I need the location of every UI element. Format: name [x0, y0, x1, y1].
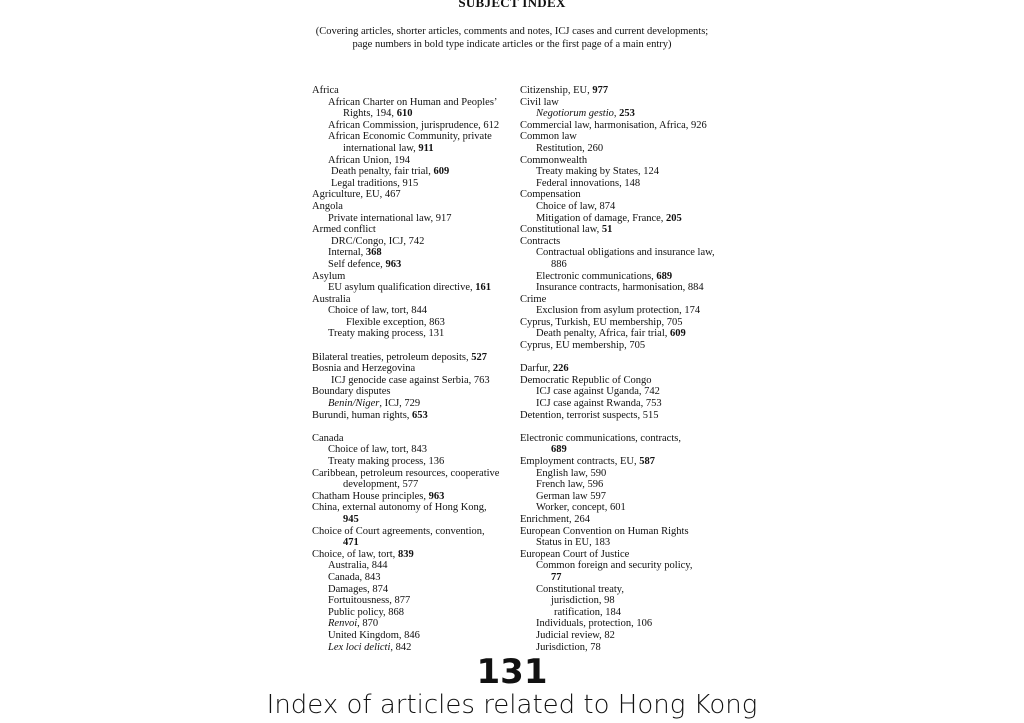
index-subentry — [520, 166, 730, 178]
index-subentry — [520, 572, 730, 584]
subtitle-line: (Covering articles, shorter articles, comments and notes, ICJ cases and current developments; — [315, 26, 709, 37]
page-reference-bold: 527 — [471, 351, 487, 363]
index-text: Electronic communications, — [536, 270, 657, 282]
index-text: Treaty making by States, 124 — [536, 166, 659, 178]
index-subentry — [312, 560, 517, 572]
index-text: Death penalty, Africa, fair trial, — [536, 328, 671, 340]
index-text: Contracts — [520, 235, 561, 247]
index-text: Angola — [312, 200, 343, 212]
index-heading — [520, 131, 730, 143]
index-subentry — [312, 398, 517, 410]
index-subentry — [312, 143, 517, 155]
index-text: Caribbean, petroleum resources, cooperative — [312, 467, 500, 479]
index-subentry — [312, 479, 517, 491]
page-reference-bold: 689 — [656, 270, 673, 282]
index-heading — [520, 375, 730, 387]
index-heading — [520, 189, 730, 201]
page-reference-bold: 161 — [475, 282, 491, 294]
index-column-right — [520, 85, 730, 653]
section-gap — [312, 421, 517, 433]
index-heading — [312, 189, 517, 201]
section-gap — [520, 352, 730, 364]
index-text: African Economic Community, private — [328, 131, 492, 143]
index-text: Status in EU, 183 — [536, 537, 611, 549]
page-subtitle — [0, 26, 1024, 51]
index-heading — [520, 97, 730, 109]
index-heading — [520, 526, 730, 538]
index-text: Australia — [312, 293, 351, 305]
index-subentry — [312, 317, 517, 329]
index-subentry — [312, 108, 517, 120]
index-text: English law, 590 — [536, 467, 607, 479]
index-text: Cyprus, EU membership, 705 — [520, 340, 646, 352]
index-text: Flexible exception, 863 — [346, 316, 445, 328]
index-text: Treaty making process, 131 — [328, 328, 445, 340]
index-heading — [520, 340, 730, 352]
index-heading — [312, 224, 517, 236]
index-heading — [520, 155, 730, 167]
index-text: Armed conflict — [312, 224, 376, 236]
page-reference-bold: 689 — [551, 444, 567, 456]
index-subentry — [520, 328, 730, 340]
index-text: development, 577 — [343, 479, 419, 491]
index-text: Agriculture, EU, 467 — [312, 189, 401, 201]
index-heading — [312, 526, 517, 538]
page-reference-bold: 977 — [592, 85, 609, 96]
page-reference-bold: 226 — [552, 363, 569, 375]
index-text: , ICJ, 729 — [379, 398, 421, 410]
index-text: Fortuitousness, 877 — [328, 595, 411, 607]
index-text: Legal traditions, 915 — [331, 177, 419, 189]
index-heading — [312, 549, 517, 561]
index-subentry — [520, 537, 730, 549]
index-text: Exclusion from asylum protection, 174 — [536, 305, 701, 317]
index-heading — [520, 433, 730, 445]
index-text: Canada — [312, 432, 344, 444]
index-subentry — [520, 282, 730, 294]
index-text: , — [613, 108, 620, 120]
index-text: Judicial review, 82 — [536, 629, 615, 641]
index-text: Commercial law, harmonisation, Africa, 926 — [520, 119, 707, 131]
index-text: Cyprus, Turkish, EU membership, 705 — [520, 316, 683, 328]
subtitle-line: page numbers in bold type indicate articles or the first page of a main entry) — [352, 38, 672, 50]
index-heading — [520, 85, 730, 97]
page-title: SUBJECT INDEX — [458, 0, 566, 10]
index-text: Jurisdiction, 78 — [536, 641, 601, 653]
page-reference-bold: 253 — [619, 108, 635, 120]
index-subentry — [520, 201, 730, 213]
index-subentry — [520, 271, 730, 283]
index-subentry — [520, 444, 730, 456]
index-text: , 870 — [357, 618, 379, 630]
index-term-italic: Lex loci delicti — [328, 641, 391, 653]
index-subentry — [520, 108, 730, 120]
index-heading — [312, 468, 517, 480]
index-text: African Commission, jurisprudence, 612 — [328, 119, 500, 131]
index-text: African Union, 194 — [328, 154, 410, 166]
index-heading — [520, 120, 730, 132]
index-subentry — [312, 259, 517, 271]
index-text: Choice of law, tort, 844 — [328, 305, 428, 317]
index-text: Democratic Republic of Congo — [520, 374, 652, 386]
index-heading — [312, 433, 517, 445]
index-heading — [520, 456, 730, 468]
index-text: Electronic communications, contracts, — [520, 432, 681, 444]
index-text: Civil law — [520, 96, 559, 108]
index-text: Choice, of law, tort, — [312, 548, 398, 560]
index-text: ICJ case against Rwanda, 753 — [536, 398, 662, 410]
index-text: Commonwealth — [520, 154, 588, 166]
index-heading — [520, 410, 730, 422]
index-subentry — [520, 595, 730, 607]
index-text: Chatham House principles, — [312, 490, 429, 502]
index-text: ICJ genocide case against Serbia, 763 — [331, 374, 490, 386]
index-text: Burundi, human rights, — [312, 409, 413, 421]
index-subentry — [312, 375, 517, 387]
index-text: Canada, 843 — [328, 571, 381, 583]
index-text: DRC/Congo, ICJ, 742 — [331, 235, 425, 247]
index-text: Australia, 844 — [328, 560, 388, 572]
index-text: Insurance contracts, harmonisation, 884 — [536, 282, 704, 294]
index-text: Crime — [520, 293, 547, 305]
index-text: Detention, terrorist suspects, 515 — [520, 409, 659, 421]
index-subentry — [520, 630, 730, 642]
index-text: jurisdiction, 98 — [551, 595, 615, 607]
index-text: Enrichment, 264 — [520, 513, 590, 525]
index-subentry — [520, 502, 730, 514]
index-text: Damages, 874 — [328, 583, 389, 595]
index-subentry — [312, 514, 517, 526]
index-column-left — [312, 85, 517, 653]
index-subentry — [520, 468, 730, 480]
index-heading — [312, 85, 517, 97]
index-heading — [520, 363, 730, 375]
page-reference-bold: 368 — [365, 247, 382, 259]
index-term-italic: Negotiorum gestio — [536, 108, 614, 120]
index-subentry — [520, 479, 730, 491]
index-heading — [312, 410, 517, 422]
index-heading — [520, 236, 730, 248]
index-subentry — [520, 584, 730, 596]
index-subentry — [312, 328, 517, 340]
index-text: European Court of Justice — [520, 548, 630, 560]
index-subentry — [312, 282, 517, 294]
index-subentry — [312, 630, 517, 642]
index-term-italic: Renvoi — [328, 618, 358, 630]
index-text: German law 597 — [536, 490, 606, 502]
index-text: Mitigation of damage, France, — [536, 212, 667, 224]
index-text: Internal, — [328, 247, 366, 259]
page-reference-bold: 587 — [639, 456, 656, 467]
index-text: ratification, 184 — [554, 606, 622, 618]
index-subentry — [520, 178, 730, 190]
index-subentry — [520, 213, 730, 225]
index-subentry — [312, 213, 517, 225]
index-subentry — [312, 305, 517, 317]
section-gap — [520, 421, 730, 433]
index-subentry — [520, 259, 730, 271]
index-text: United Kingdom, 846 — [328, 629, 420, 641]
page-reference-bold: 471 — [343, 537, 359, 549]
index-text: Federal innovations, 148 — [536, 177, 641, 189]
index-heading — [520, 514, 730, 526]
index-text: French law, 596 — [536, 479, 604, 491]
index-subentry — [312, 120, 517, 132]
index-subentry — [312, 595, 517, 607]
index-subentry — [312, 166, 517, 178]
index-text: Choice of Court agreements, convention, — [312, 525, 485, 537]
index-text: Contractual obligations and insurance law, — [536, 247, 715, 259]
index-subentry — [312, 247, 517, 259]
index-subentry — [520, 560, 730, 572]
page-reference-bold: 609 — [670, 328, 686, 340]
index-subentry — [520, 386, 730, 398]
page-reference-bold: 205 — [666, 212, 682, 224]
overlay-caption: Index of articles related to Hong Kong — [266, 690, 758, 720]
index-text: Self defence, — [328, 258, 386, 270]
index-subentry — [312, 456, 517, 468]
index-text: Boundary disputes — [312, 386, 391, 398]
index-heading — [520, 317, 730, 329]
index-heading — [520, 294, 730, 306]
index-text: Treaty making process, 136 — [328, 456, 445, 467]
index-heading — [312, 294, 517, 306]
index-heading — [312, 201, 517, 213]
index-text: Bilateral treaties, petroleum deposits, — [312, 351, 472, 363]
index-text: Employment contracts, EU, — [520, 456, 640, 467]
index-subentry — [312, 618, 517, 630]
index-subentry — [520, 491, 730, 503]
index-text: 886 — [551, 258, 567, 270]
page-reference-bold: 610 — [396, 108, 413, 120]
index-text: Citizenship, EU, — [520, 85, 593, 96]
index-text: African Charter on Human and Peoples’ — [328, 96, 498, 108]
page-reference-bold: 839 — [397, 548, 414, 560]
index-term-italic: Benin/Niger — [328, 398, 380, 410]
index-text: Worker, concept, 601 — [536, 502, 626, 514]
index-text: ICJ case against Uganda, 742 — [536, 386, 660, 398]
page-reference-bold: 653 — [412, 409, 428, 421]
index-text: Death penalty, fair trial, — [331, 166, 434, 178]
index-text: Individuals, protection, 106 — [536, 618, 653, 630]
index-subentry — [312, 584, 517, 596]
page-reference-bold: 945 — [343, 513, 359, 525]
index-subentry — [520, 143, 730, 155]
page-reference-bold: 51 — [601, 224, 613, 236]
index-text: Constitutional treaty, — [536, 583, 624, 595]
index-subentry — [312, 572, 517, 584]
index-subentry — [520, 607, 730, 619]
index-subentry — [520, 618, 730, 630]
index-subentry — [312, 236, 517, 248]
index-subentry — [312, 97, 517, 109]
index-text: Darfur, — [520, 363, 553, 375]
index-text: Private international law, 917 — [328, 212, 452, 224]
index-heading — [520, 224, 730, 236]
index-text: Rights, 194, — [343, 108, 397, 120]
index-text: China, external autonomy of Hong Kong, — [312, 502, 487, 514]
index-subentry — [312, 155, 517, 167]
index-heading — [312, 271, 517, 283]
index-text: Restitution, 260 — [536, 142, 604, 154]
index-text: Public policy, 868 — [328, 606, 405, 618]
index-heading — [312, 386, 517, 398]
page-reference-bold: 963 — [428, 490, 445, 502]
index-text: international law, — [343, 142, 419, 154]
section-gap — [312, 340, 517, 352]
index-text: Bosnia and Herzegovina — [312, 363, 416, 375]
page-reference-bold: 963 — [385, 258, 402, 270]
index-heading — [312, 491, 517, 503]
page-reference-bold: 609 — [433, 166, 450, 178]
index-subentry — [520, 247, 730, 259]
index-text: Choice of law, tort, 843 — [328, 444, 428, 456]
index-heading — [312, 363, 517, 375]
index-subentry — [312, 607, 517, 619]
index-subentry — [312, 537, 517, 549]
overlay-number: 131 — [476, 652, 548, 692]
index-heading — [312, 352, 517, 364]
page-reference-bold: 911 — [418, 142, 434, 154]
index-subentry — [520, 305, 730, 317]
index-text: Compensation — [520, 189, 581, 201]
index-subentry — [312, 178, 517, 190]
index-text: European Convention on Human Rights — [520, 525, 689, 537]
index-text: EU asylum qualification directive, — [328, 282, 476, 294]
index-subentry — [312, 444, 517, 456]
index-text: Common foreign and security policy, — [536, 560, 693, 572]
index-text: Africa — [312, 85, 339, 96]
index-text: Common law — [520, 131, 577, 143]
index-text: Choice of law, 874 — [536, 200, 616, 212]
index-subentry — [312, 131, 517, 143]
index-heading — [312, 502, 517, 514]
index-subentry — [520, 398, 730, 410]
index-heading — [520, 549, 730, 561]
index-text: Asylum — [312, 270, 346, 282]
index-text: Constitutional law, — [520, 224, 602, 236]
index-text: , 842 — [390, 641, 412, 653]
page-reference-bold: 77 — [551, 571, 562, 583]
